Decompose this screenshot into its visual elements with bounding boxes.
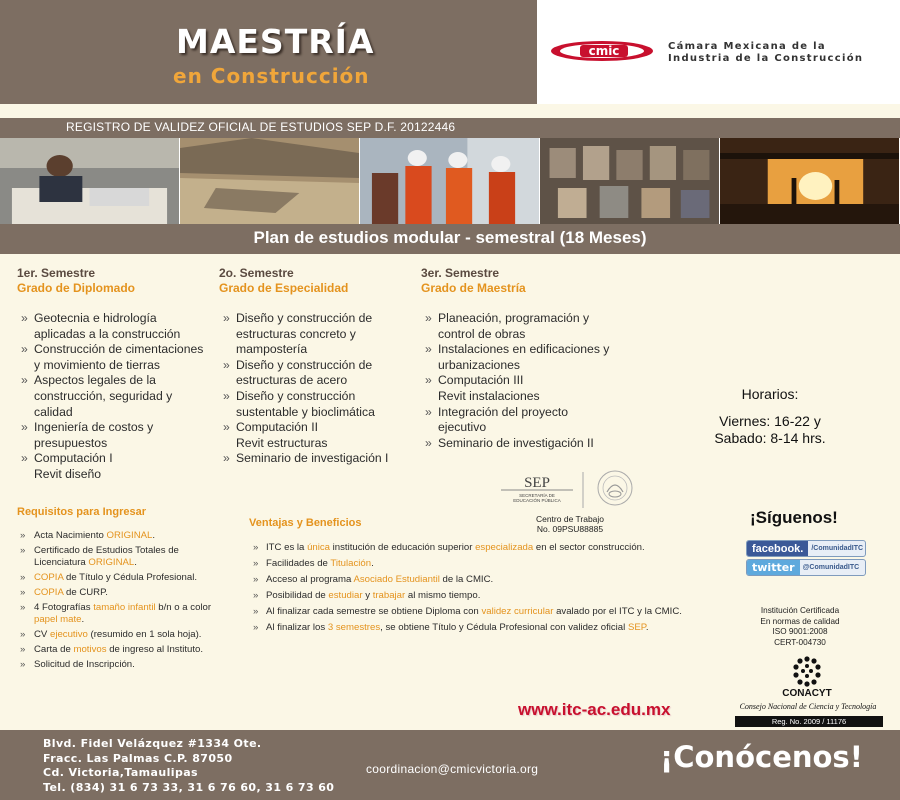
semester-3-degree: Grado de Maestría xyxy=(421,281,526,295)
requirement-item: » COPIA de Título y Cédula Profesional. xyxy=(17,572,227,584)
semester-2-courses xyxy=(219,311,419,467)
requirements-title: Requisitos para Ingresar xyxy=(17,506,146,518)
address-line: Cd. Victoria,Tamaulipas xyxy=(43,766,198,779)
course-item: » Diseño y construcción de estructuras concreto y mampostería xyxy=(219,311,419,358)
plan-title: Plan de estudios modular - semestral (18 Meses) xyxy=(253,228,647,247)
address-line: Blvd. Fidel Velázquez #1334 Ote. xyxy=(43,737,262,750)
course-item: » Computación III Revit instalaciones xyxy=(421,373,641,404)
header-separator xyxy=(0,104,900,118)
sep-work-center: Centro de Trabajo No. 09PSU88885 xyxy=(535,514,605,534)
website-link[interactable]: www.itc-ac.edu.mx xyxy=(518,700,671,719)
requirement-item: » Carta de motivos de ingreso al Instituto. xyxy=(17,644,227,656)
address-line: Fracc. Las Palmas C.P. 87050 xyxy=(43,751,233,765)
schedule-box xyxy=(700,386,840,447)
semester-3-courses xyxy=(421,311,641,451)
semester-1-courses xyxy=(17,311,217,483)
semester-3-label: 3er. Semestre xyxy=(421,266,500,280)
course-item: » Geotecnia e hidrología aplicadas a la construcción xyxy=(17,311,217,342)
semester-1-degree: Grado de Diplomado xyxy=(17,281,136,295)
conacyt-registration: Reg. No. 2009 / 11176 xyxy=(735,716,883,727)
footer-slogan: ¡Conócenos! xyxy=(660,740,863,774)
benefit-item: » Acceso al programa Asociado Estudiantil de la CMIC. xyxy=(251,574,711,586)
conacyt-name: CONACYT xyxy=(782,688,832,699)
photo-sunset-structure xyxy=(720,138,900,224)
twitter-handle: @ComunidadITC xyxy=(802,564,860,571)
requirements-list xyxy=(17,530,227,674)
benefits-list xyxy=(251,542,711,638)
semester-3-heading xyxy=(421,266,526,296)
follow-us-title: ¡Síguenos! xyxy=(750,508,838,527)
requirement-item: » 4 Fotografías tamaño infantil b/n o a color papel mate. xyxy=(17,602,227,626)
schedule-label: Horarios: xyxy=(741,386,799,402)
benefit-item: » Al finalizar cada semestre se obtiene Diploma con validez curricular avalado por el ITC y la CMIC. xyxy=(251,606,711,618)
course-item: » Diseño y construcción de estructuras de acero xyxy=(219,358,419,389)
footer-address xyxy=(43,737,334,795)
photo-student-desk xyxy=(0,138,180,224)
photo-construction-workers xyxy=(360,138,540,224)
semester-1-heading xyxy=(17,266,135,296)
semester-2-degree: Grado de Especialidad xyxy=(219,281,349,295)
requirement-item: » CV ejecutivo (resumido en 1 sola hoja). xyxy=(17,629,227,641)
benefits-title: Ventajas y Beneficios xyxy=(249,517,362,529)
requirement-item: » COPIA de CURP. xyxy=(17,587,227,599)
schedule-line-2: Sabado: 8-14 hrs. xyxy=(714,430,826,446)
course-item: » Integración del proyecto ejecutivo xyxy=(421,405,641,436)
course-item: » Computación II Revit estructuras xyxy=(219,420,419,451)
svg-text:SECRETARÍA DE: SECRETARÍA DE xyxy=(519,493,555,498)
course-item: » Aspectos legales de la construcción, seguridad y calidad xyxy=(17,373,217,420)
benefit-item: » ITC es la única institución de educación superior especializada en el sector construcción. xyxy=(251,542,711,554)
twitter-button[interactable] xyxy=(746,559,866,576)
svg-text:EDUCACIÓN PÚBLICA: EDUCACIÓN PÚBLICA xyxy=(513,498,561,503)
course-item: » Planeación, programación y control de obras xyxy=(421,311,641,342)
course-item: » Seminario de investigación II xyxy=(421,436,641,452)
contact-email[interactable]: coordinacion@cmicvictoria.org xyxy=(366,762,539,776)
course-item: » Computación I Revit diseño xyxy=(17,451,217,482)
svg-text:SEP: SEP xyxy=(524,475,550,491)
cmic-organization-name: Cámara Mexicana de la Industria de la Construcción xyxy=(668,41,864,64)
photo-excavation-site xyxy=(180,138,360,224)
requirement-item: » Acta Nacimiento ORIGINAL. xyxy=(17,530,227,542)
semester-2-label: 2o. Semestre xyxy=(219,266,294,280)
benefit-item: » Al finalizar los 3 semestres, se obtiene Título y Cédula Profesional con validez oficial SEP. xyxy=(251,622,711,634)
twitter-icon: twitter xyxy=(747,560,800,575)
semester-1-label: 1er. Semestre xyxy=(17,266,96,280)
benefit-item: » Facilidades de Titulación. xyxy=(251,558,711,570)
certification-block: Institución Certificada En normas de calidad ISO 9001:2008 CERT-004730 xyxy=(760,606,840,647)
facebook-icon: facebook. xyxy=(747,541,808,556)
semester-2-heading xyxy=(219,266,348,296)
requirement-item: » Solicitud de Inscripción. xyxy=(17,659,227,671)
course-item: » Ingeniería de costos y presupuestos xyxy=(17,420,217,451)
requirement-item: » Certificado de Estudios Totales de Licenciatura ORIGINAL. xyxy=(17,545,227,569)
course-item: » Diseño y construcción sustentable y bioclimática xyxy=(219,389,419,420)
conacyt-subtitle: Consejo Nacional de Ciencia y Tecnología xyxy=(739,702,877,711)
facebook-handle: /ComunidadITC xyxy=(811,545,864,552)
conacyt-logo-icon xyxy=(787,655,827,689)
course-item: » Construcción de cimentaciones y movimiento de tierras xyxy=(17,342,217,373)
phone-line: Tel. (834) 31 6 73 33, 31 6 76 60, 31 6 73 60 xyxy=(43,780,335,794)
photo-material-samples xyxy=(540,138,720,224)
course-item: » Seminario de investigación I xyxy=(219,451,419,467)
sep-logo-icon xyxy=(497,470,642,510)
photo-strip xyxy=(0,138,900,224)
course-item: » Instalaciones en edificaciones y urbanizaciones xyxy=(421,342,641,373)
program-subtitle: en Construcción xyxy=(173,64,370,88)
benefit-item: » Posibilidad de estudiar y trabajar al mismo tiempo. xyxy=(251,590,711,602)
cmic-logo-icon xyxy=(550,40,654,62)
facebook-button[interactable] xyxy=(746,540,866,557)
schedule-line-1: Viernes: 16-22 y xyxy=(719,413,821,429)
program-title: MAESTRÍA xyxy=(176,22,375,61)
svg-text:cmic: cmic xyxy=(588,44,620,58)
registry-text: REGISTRO DE VALIDEZ OFICIAL DE ESTUDIOS SEP D.F. 20122446 xyxy=(66,120,456,134)
